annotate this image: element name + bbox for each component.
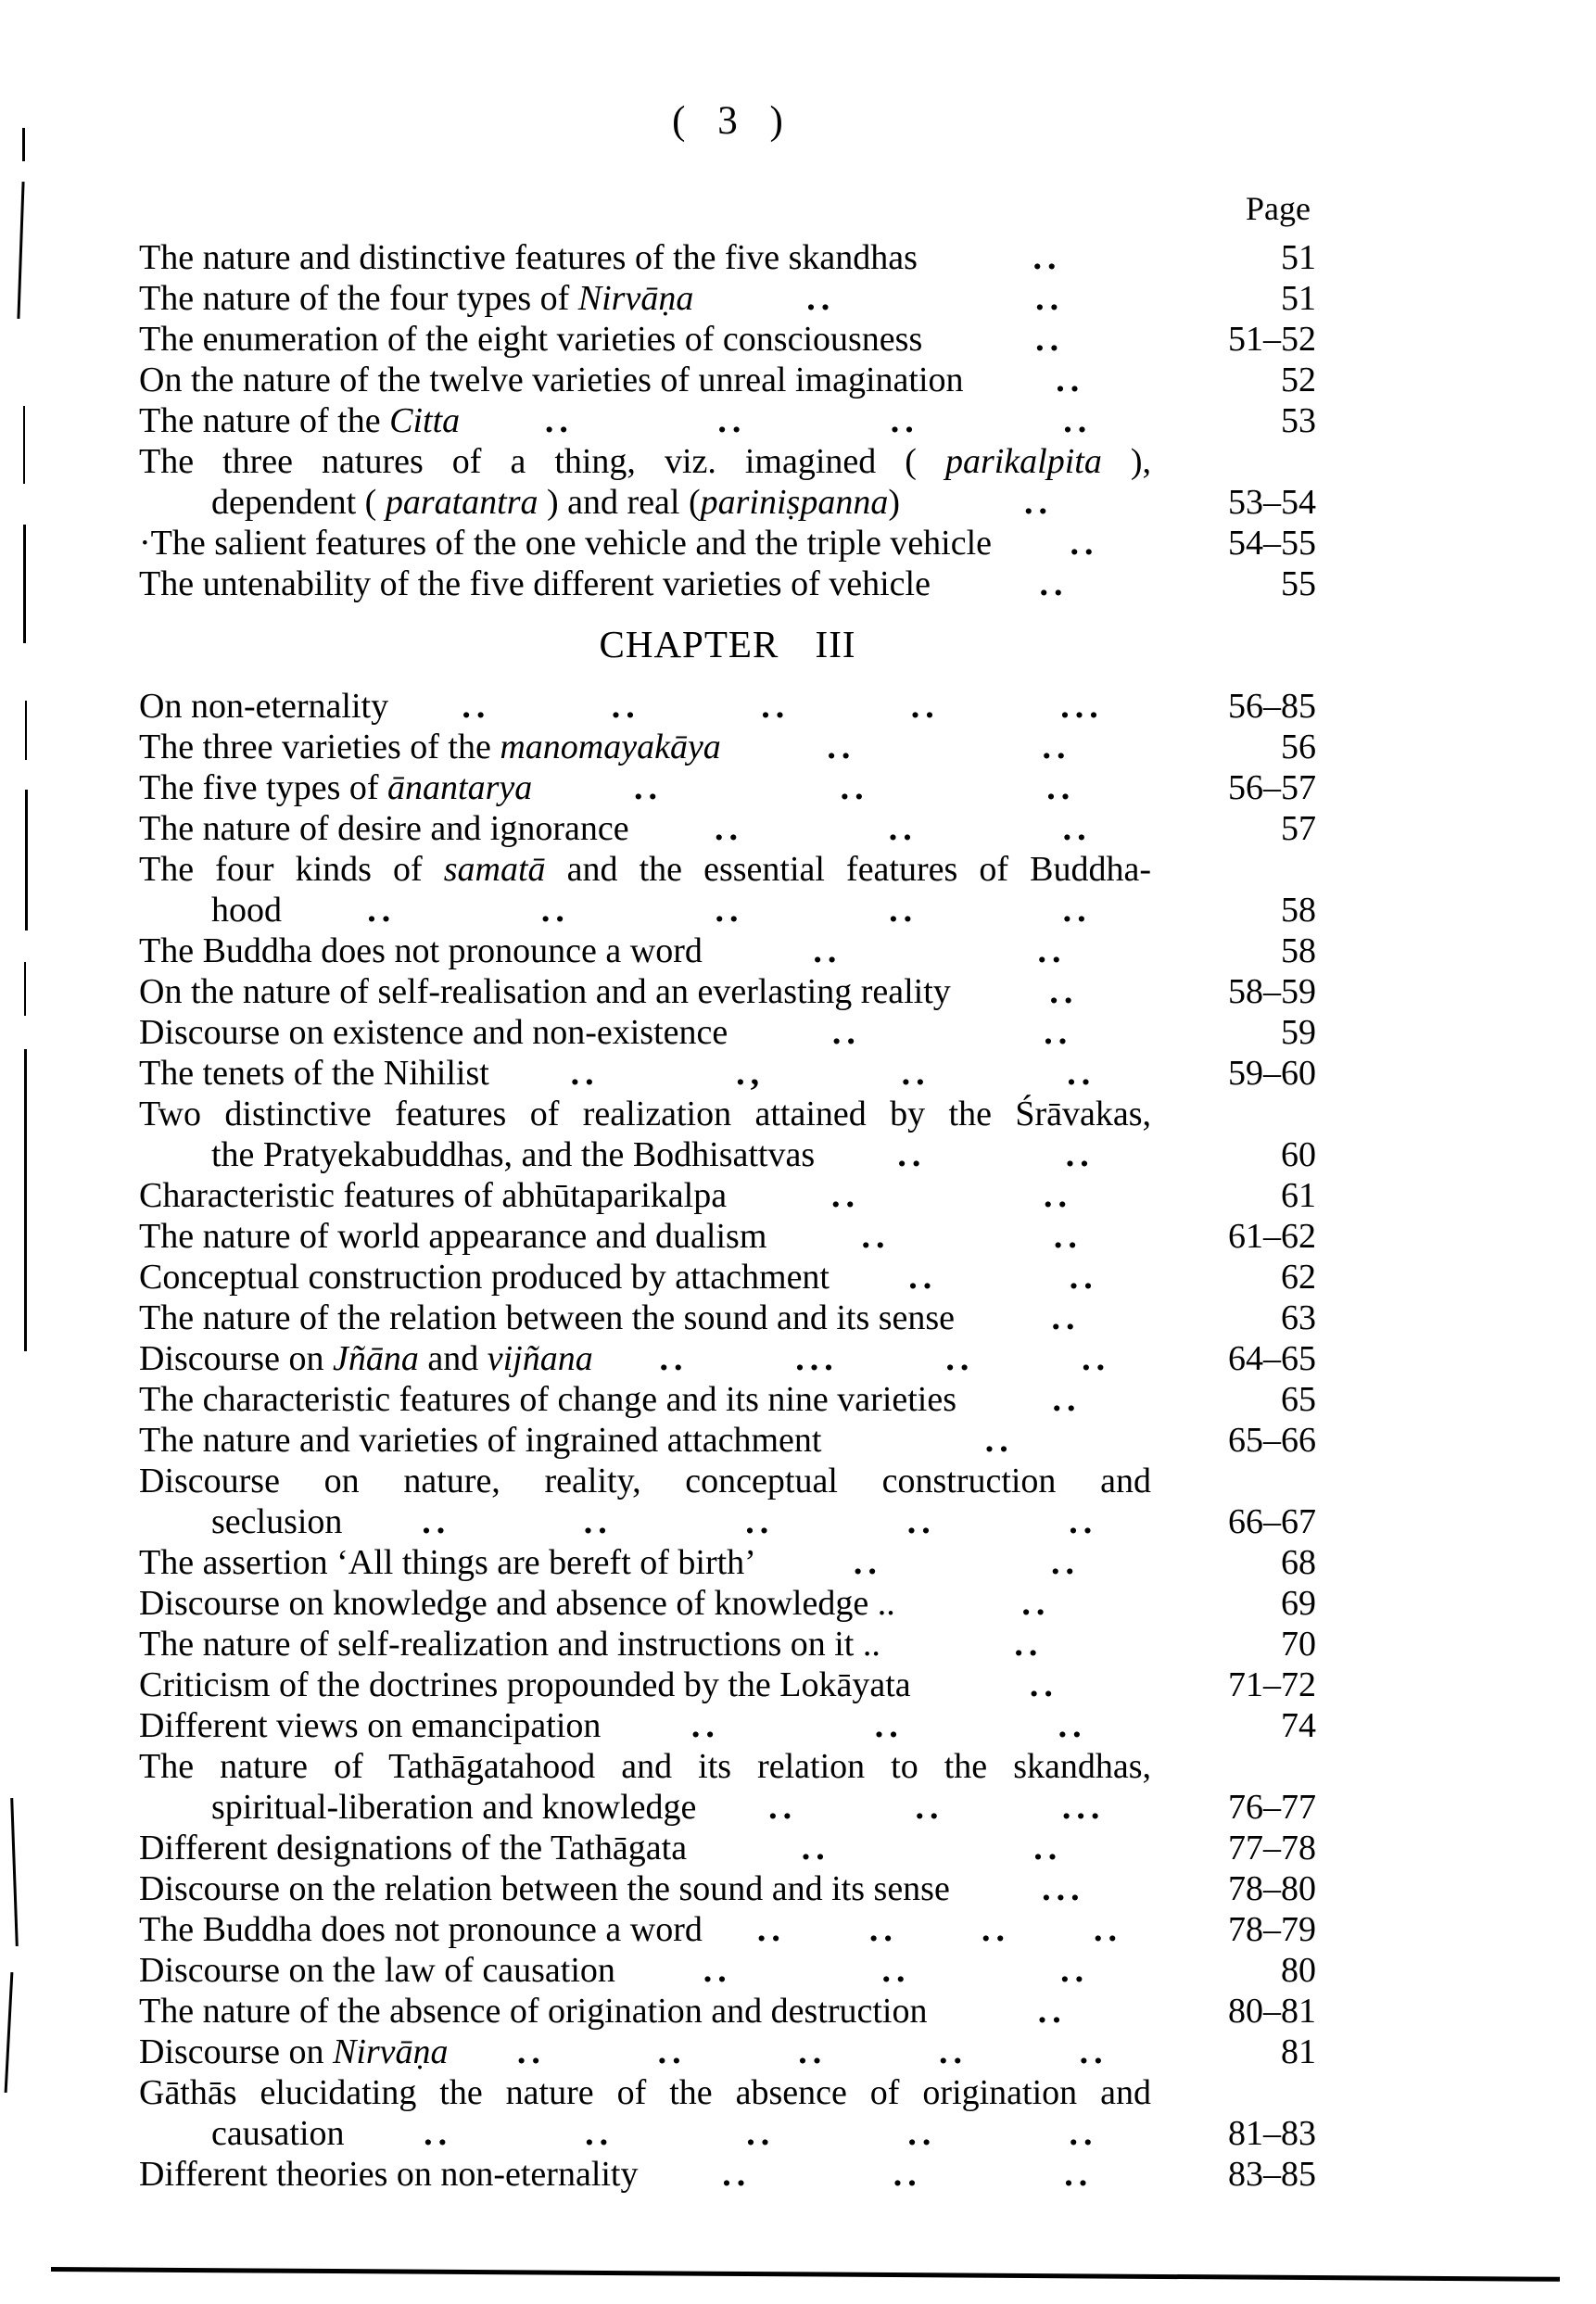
italic-term: Nirvāṇa [577,279,694,318]
leader-dots: .. [1046,768,1076,807]
leader-dots: .. [1032,238,1062,277]
page-bottom-rule [51,2267,1560,2282]
entry-page-number: 61 [1281,1176,1316,1215]
italic-term: ānantarya [387,768,533,807]
dot-leader [931,563,1177,604]
toc-entry [139,1298,1316,1338]
leader-dots: .. [1021,1584,1051,1623]
leader-dots: .. [861,1217,891,1256]
toc-list-1 [139,237,1316,604]
leader-dots: .. [1037,1992,1067,2031]
entry-title: On the nature of the twelve varieties of unreal imagination [139,361,964,399]
toc-entry [139,400,1316,441]
toc-entry [139,1420,1316,1461]
toc-entry-line-2 [139,890,1316,930]
entry-page-number: 78–80 [1228,1869,1316,1908]
dot-leader [460,400,1177,441]
entry-title: Different designations of the Tathāgata [139,1829,688,1867]
entry-title: The nature of desire and ignorance [139,809,629,848]
leader-dots: .. [981,1910,1010,1949]
leader-dots: .. [1063,401,1093,440]
leader-dots: .. [1033,1829,1063,1867]
leader-dots: .. [890,401,919,440]
dot-leader [815,1134,1177,1175]
dot-leader [721,727,1177,767]
toc-entry [139,686,1316,727]
entry-page-number: 81 [1281,2032,1316,2071]
entry-title: The nature of the Citta [139,401,461,440]
dot-leader [703,930,1177,971]
toc-entry [139,1909,1316,1950]
leader-dots: .. [906,1502,936,1541]
leader-dots: .. [1058,1706,1087,1745]
entry-page-number: 59–60 [1228,1054,1316,1093]
entry-title: Different theories on non-eternality [139,2155,639,2194]
entry-page-number: 66–67 [1228,1502,1316,1541]
entry-page-number: 83–85 [1228,2155,1316,2194]
entry-title: The three varieties of the manomayakāya [139,728,721,766]
dot-leader [955,1298,1177,1338]
toc-entry [139,319,1316,360]
leader-dots: .. [1069,2114,1098,2153]
toc-entry [139,1583,1316,1624]
entry-page-number: 78–79 [1228,1910,1316,1949]
entry-page-number: 80–81 [1228,1992,1316,2031]
leader-dots: .. [945,1339,975,1378]
leader-dots: .. [868,1910,898,1949]
leader-dots: .. [540,891,570,930]
leader-dots: .. [516,2032,546,2071]
leader-dots: .. [1035,279,1065,318]
entry-page-number: 63 [1281,1298,1316,1337]
leader-dots: .. [897,1135,927,1174]
leader-dots: .. [1069,1502,1098,1541]
entry-title: On the nature of self-realisation and an everlasting reality [139,972,951,1011]
leader-dots: .. [889,891,918,930]
dot-leader [615,1950,1177,1991]
entry-title: Conceptual construction produced by attachment [139,1258,830,1297]
leader-dots: .. [831,1013,861,1052]
leader-dots: .. [984,1421,1014,1460]
leader-dots: .. [938,2032,968,2071]
entry-page-number: 65 [1281,1380,1316,1419]
leader-dots: .. [768,1788,798,1827]
entry-page-number: 71–72 [1228,1665,1316,1704]
leader-dots: .. [1042,728,1071,766]
italic-term: Jñāna [332,1339,419,1378]
leader-dots: .. [1069,1258,1098,1297]
dot-leader [880,1624,1177,1665]
dot-leader [911,1665,1177,1705]
leader-dots: .. [901,1054,931,1093]
toc-entry [139,278,1316,319]
dot-leader [629,808,1177,849]
entry-page-number: 57 [1281,809,1316,848]
leader-dots: .. [761,687,791,726]
dot-leader [282,890,1177,930]
scan-artifact-line [24,962,26,1016]
leader-dots: .. [544,401,574,440]
toc-entry [139,1175,1316,1216]
toc-entry-line-2 [139,482,1316,523]
toc-entry [139,767,1316,808]
scan-artifact-line [10,1798,19,1946]
entry-title: The nature of the four types of Nirvāṇa [139,279,694,318]
scan-artifact-line [25,790,28,930]
leader-dots: .. [801,1829,830,1867]
leader-dots: .. [908,1258,938,1297]
page-content [139,0,1316,2195]
leader-dots: .. [907,2114,937,2153]
dot-leader [992,523,1177,563]
leader-dots: .. [1044,1013,1073,1052]
entry-title-continuation: dependent ( paratantra ) and real (pariniṣpanna) [211,483,900,522]
dot-leader [727,1175,1177,1216]
toc-entry-line-2 [139,1787,1316,1828]
leader-dots: .. [888,809,918,848]
chapter-heading: CHAPTER III [599,623,856,665]
leader-dots: .. [827,728,856,766]
entry-page-number: 59 [1281,1013,1316,1052]
toc-entry [139,1991,1316,2032]
entry-title: ·The salient features of the one vehicle and the triple vehicle [139,524,993,563]
entry-title: On non-eternality [139,687,389,726]
toc-entry-line-1: Two distinctive features of realization attained by the Śrāvakas, [139,1095,1151,1133]
italic-term: pariniṣpanna [700,483,889,522]
entry-title: Discourse on Jñāna and vijñana [139,1339,593,1378]
leader-dots: .. [853,1543,882,1582]
entry-page-number: 53–54 [1228,483,1316,522]
entry-page-number: 64–65 [1228,1339,1316,1378]
entry-page-number: 53 [1281,401,1316,440]
toc-entry-line-1: Gāthās elucidating the nature of the absence of origination and [139,2073,1151,2112]
entry-title-continuation: spiritual-liberation and knowledge [211,1788,697,1827]
leader-dots: ... [1042,1869,1085,1908]
leader-dots: .. [1056,361,1085,399]
entry-title: Discourse on existence and non-existence [139,1013,728,1052]
toc-entry [139,727,1316,767]
leader-dots: .. [715,891,744,930]
entry-page-number: 65–66 [1228,1421,1316,1460]
entry-title-continuation: seclusion [211,1502,343,1541]
leader-dots: .. [722,2155,752,2194]
leader-dots: .. [1067,1054,1096,1093]
italic-term: paratantra [385,483,538,522]
leader-dots: .. [367,891,397,930]
leader-dots: .. [915,1788,944,1827]
toc-entry [139,360,1316,400]
entry-title: The nature of world appearance and dualism [139,1217,767,1256]
scan-artifact-line [23,406,25,484]
dot-leader [728,1012,1177,1053]
toc-entry [139,2154,1316,2195]
toc-entry-line-2 [139,1501,1316,1542]
entry-title: Discourse on Nirvāṇa [139,2032,449,2071]
entry-title: The characteristic features of change and its nine varieties [139,1380,957,1419]
dot-leader [821,1420,1177,1461]
entry-page-number: 76–77 [1228,1788,1316,1827]
leader-dots: .. [1049,972,1079,1011]
leader-dots: .. [1035,320,1065,359]
entry-page-number: 62 [1281,1258,1316,1297]
leader-dots: .. [1053,1217,1083,1256]
entry-title: The nature and varieties of ingrained attachment [139,1421,822,1460]
leader-dots: .. [714,809,743,848]
leader-dots: .. [798,2032,828,2071]
entry-title: Discourse on the relation between the sound and its sense [139,1869,950,1908]
entry-title: The nature of the relation between the sound and its sense [139,1298,956,1337]
entry-page-number: 58 [1281,931,1316,970]
dot-leader [895,1583,1177,1624]
entry-page-number: 58 [1281,891,1316,930]
leader-dots: .. [893,2155,922,2194]
leader-dots: .. [881,1951,911,1990]
leader-dots: ., [736,1054,766,1093]
entry-title: Discourse on knowledge and absence of knowledge .. [139,1584,895,1623]
italic-term: parikalpita [944,442,1102,481]
dot-leader [345,2113,1177,2154]
toc-entry [139,1053,1316,1094]
toc-entry [139,1665,1316,1705]
page-number-header: ( 3 ) [672,99,783,143]
dot-leader [950,1868,1177,1909]
entry-page-number: 51 [1281,238,1316,277]
scan-artifact-line [25,701,27,760]
leader-dots: .. [1065,1135,1095,1174]
leader-dots: .. [813,931,842,970]
leader-dots: .. [1062,809,1092,848]
leader-dots: .. [1079,2032,1108,2071]
toc-entry-line-1: The nature of Tathāgatahood and its relation to the skandhas, [139,1747,1151,1786]
leader-dots: .. [424,2114,453,2153]
scan-artifact-line [23,525,26,643]
leader-dots: .. [874,1706,904,1745]
leader-dots: .. [1082,1339,1111,1378]
entry-title: The Buddha does not pronounce a word [139,931,703,970]
entry-title: Criticism of the doctrines propounded by the Lokāyata [139,1665,911,1704]
toc-entry [139,2032,1316,2072]
dot-leader [900,482,1177,523]
toc-entry [139,971,1316,1012]
leader-dots: .. [756,1910,786,1949]
dot-leader [964,360,1177,400]
toc-entry-line-2 [139,2113,1316,2154]
leader-dots: ... [795,1339,839,1378]
leader-dots: .. [1070,524,1099,563]
entry-title: The nature and distinctive features of the five skandhas [139,238,918,277]
entry-title-continuation: causation [211,2114,345,2153]
entry-page-number: 81–83 [1228,2114,1316,2153]
leader-dots: .. [840,768,869,807]
toc-entry [139,1216,1316,1257]
dot-leader [687,1828,1177,1868]
entry-page-number: 56–57 [1228,768,1316,807]
entry-page-number: 74 [1281,1706,1316,1745]
toc-entry [139,1705,1316,1746]
dot-leader [756,1542,1177,1583]
toc-entry [139,1828,1316,1868]
dot-leader [342,1501,1177,1542]
dot-leader [703,1909,1177,1950]
toc-entry-line-1: The three natures of a thing, viz. imagined ( parikalpita ), [139,442,1152,481]
dot-leader [918,237,1177,278]
dot-leader [922,319,1177,360]
toc-entry [139,1379,1316,1420]
entry-page-number: 55 [1281,564,1316,603]
page-column-label: Page [1246,190,1311,227]
dot-leader [639,2154,1178,2195]
entry-title: The assertion ‘All things are bereft of birth’ [139,1543,756,1582]
leader-dots: .. [806,279,836,318]
entry-title: The nature of self-realization and instructions on it .. [139,1625,880,1664]
italic-term: vijñana [487,1339,593,1378]
leader-dots: .. [717,401,747,440]
dot-leader [766,1216,1177,1257]
leader-dots: ... [1061,1788,1106,1827]
leader-dots: .. [657,2032,687,2071]
scan-artifact-line [5,1972,14,2093]
leader-dots: .. [583,1502,613,1541]
leader-dots: .. [1060,1951,1090,1990]
dot-leader [696,1787,1177,1828]
leader-dots: .. [1024,483,1053,522]
entry-page-number: 51–52 [1228,320,1316,359]
scan-artifact-line [22,128,25,161]
toc-entry-line-2 [139,1134,1316,1175]
leader-dots: .. [1050,1543,1080,1582]
dot-leader [956,1379,1177,1420]
entry-page-number: 54–55 [1228,524,1316,563]
leader-dots: .. [1044,1176,1072,1215]
entry-title: The Buddha does not pronounce a word [139,1910,703,1949]
dot-leader [449,2032,1177,2072]
leader-dots: .. [1051,1298,1081,1337]
leader-dots: .. [745,1502,775,1541]
toc-entry [139,563,1316,604]
toc-entry [139,1012,1316,1053]
entry-title: Discourse on the law of causation [139,1951,615,1990]
entry-title: The untenability of the five different varieties of vehicle [139,564,931,603]
entry-page-number: 77–78 [1228,1829,1316,1867]
leader-dots: .. [690,1706,720,1745]
entry-page-number: 60 [1281,1135,1316,1174]
toc-entry-line-1: Discourse on nature, reality, conceptual construction and [139,1462,1151,1500]
italic-term: Citta [389,401,461,440]
italic-term: Nirvāṇa [332,2032,449,2071]
entry-page-number: 51 [1281,279,1316,318]
scan-artifact-line [17,182,24,319]
toc-entry [139,237,1316,278]
dot-leader [693,278,1177,319]
entry-page-number: 69 [1281,1584,1316,1623]
entry-title-continuation: the Pratyekabuddhas, and the Bodhisattvas [211,1135,816,1174]
entry-page-number: 56 [1281,728,1316,766]
leader-dots: .. [703,1951,732,1990]
dot-leader [593,1338,1177,1379]
entry-page-number: 58–59 [1228,972,1316,1011]
entry-page-number: 56–85 [1228,687,1316,726]
entry-title: Characteristic features of abhūtaparikalpa [139,1176,728,1215]
leader-dots: .. [1093,1910,1122,1949]
leader-dots: .. [1014,1625,1044,1664]
leader-dots: .. [1052,1380,1082,1419]
leader-dots: .. [585,2114,614,2153]
toc-entry [139,1542,1316,1583]
entry-page-number: 68 [1281,1543,1316,1582]
dot-leader [830,1257,1177,1298]
entry-title: The tenets of the Nihilist [139,1054,489,1093]
dot-leader [601,1705,1177,1746]
italic-term: manomayakāya [500,728,721,766]
dot-leader [489,1053,1177,1094]
entry-title-continuation: hood [211,891,282,930]
entry-page-number: 52 [1281,361,1316,399]
leader-dots: .. [910,687,940,726]
entry-title: The enumeration of the eight varieties of consciousness [139,320,923,359]
leader-dots: .. [1064,2155,1094,2194]
leader-dots: .. [611,687,640,726]
entry-page-number: 61–62 [1228,1217,1316,1256]
leader-dots: .. [634,768,664,807]
leader-dots: .. [1037,931,1067,970]
toc-entry-line-1: The four kinds of samatā and the essential features of Buddha- [139,850,1151,889]
leader-dots: ... [1060,687,1104,726]
entry-page-number: 70 [1281,1625,1316,1664]
toc-entry [139,1338,1316,1379]
leader-dots: .. [1029,1665,1058,1704]
entry-title: The nature of the absence of origination and destruction [139,1992,928,2031]
entry-page-number: 80 [1281,1951,1316,1990]
toc-entry [139,808,1316,849]
italic-term: samatā [443,850,546,889]
toc-entry [139,1868,1316,1909]
toc-list-2 [139,686,1316,2195]
dot-leader [927,1991,1177,2032]
toc-entry [139,1950,1316,1991]
entry-title: The five types of ānantarya [139,768,533,807]
leader-dots: .. [422,1502,451,1541]
entry-title: Different views on emancipation [139,1706,602,1745]
dot-leader [951,971,1177,1012]
toc-entry [139,1257,1316,1298]
leader-dots: .. [570,1054,600,1093]
toc-entry [139,1624,1316,1665]
dot-leader [532,767,1177,808]
leader-dots: .. [1062,891,1092,930]
leader-dots: .. [659,1339,689,1378]
leader-dots: .. [831,1176,861,1215]
dot-leader [388,686,1177,727]
leader-dots: .. [1039,564,1069,603]
toc-entry [139,930,1316,971]
toc-entry [139,523,1316,563]
leader-dots: .. [462,687,491,726]
scan-artifact-line [24,1049,27,1351]
leader-dots: .. [746,2114,776,2153]
